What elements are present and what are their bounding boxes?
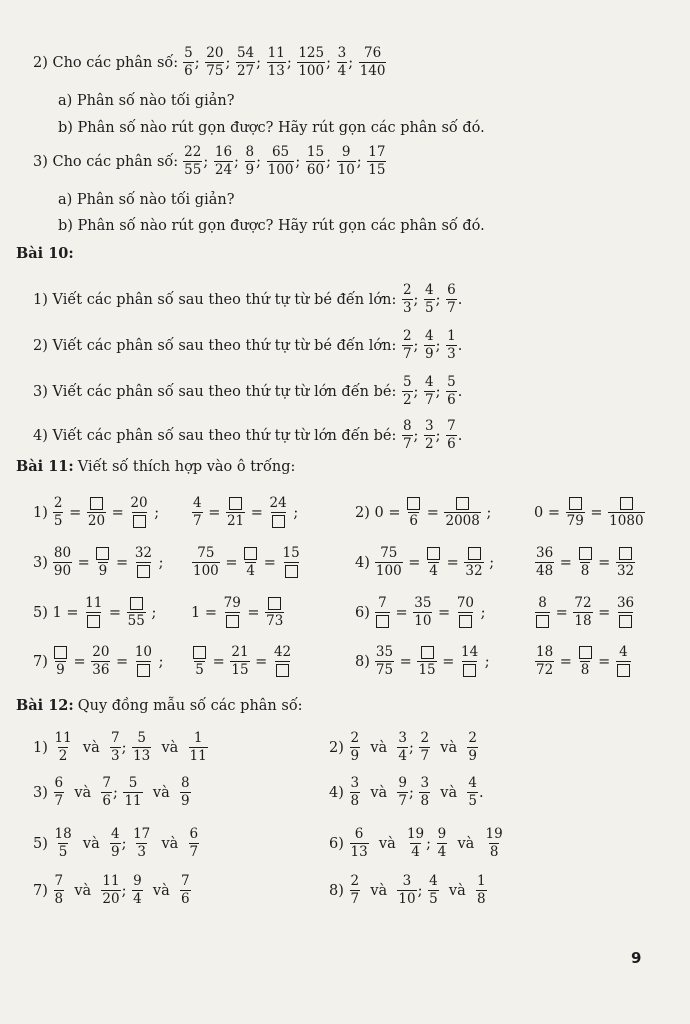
ex9-item2-label: 2) Cho các phân số: xyxy=(33,54,179,71)
ex11-item2: 2) 0 = 6 = 2008 ; xyxy=(355,496,491,529)
fraction: 1080 xyxy=(608,496,644,529)
ex10-item xyxy=(33,375,462,408)
fraction: 5 11 xyxy=(124,775,142,809)
fraction: 4 xyxy=(426,546,441,579)
fraction: 16 24 xyxy=(214,144,233,178)
fraction: 15 60 xyxy=(306,144,325,178)
ex12-title: Bài 12: xyxy=(16,697,74,714)
fraction: 80 90 xyxy=(53,545,72,579)
ex12-item4: 4) 3 8 và 9 7 ; 3 8 và 4 5 . xyxy=(329,775,484,809)
fraction: 5 2 xyxy=(402,374,412,408)
fraction: 70 xyxy=(456,596,475,629)
ex11-item5: 5) 1 = 11 = 55 ; xyxy=(33,595,157,629)
blank-box[interactable] xyxy=(272,515,285,528)
fraction: 4 5 xyxy=(468,775,477,809)
ex11-item2b: 0 = 79 = 1080 xyxy=(534,496,646,529)
ex10-item-text: 3) Viết các phân số sau theo thứ tự từ lớn đến bé: xyxy=(33,383,397,400)
fraction: 6 13 xyxy=(350,826,368,860)
fraction: 17 3 xyxy=(133,826,151,860)
ex11-item3: 3) 80 90 = 9 = 32 ; xyxy=(33,545,164,579)
ex11-item8b: 18 72 = 8 = 4 xyxy=(534,645,632,678)
ex12-item1: 1) 11 2 và 7 3 ; 5 13 và 1 11 xyxy=(33,730,207,764)
blank-box[interactable] xyxy=(137,664,150,677)
blank-box[interactable] xyxy=(133,515,146,528)
fraction: 36 48 xyxy=(536,545,554,579)
fraction: 24 xyxy=(269,496,288,529)
fraction: 2 7 xyxy=(420,730,430,764)
fraction: 54 27 xyxy=(236,45,255,79)
blank-box[interactable] xyxy=(617,664,630,677)
ex9-item3-label: 3) Cho các phân số: xyxy=(33,153,179,170)
blank-box[interactable] xyxy=(90,497,103,510)
ex12-item5: 5) 18 5 và 4 9 ; 17 3 và 6 7 xyxy=(33,826,199,860)
fraction: 2 5 xyxy=(53,495,63,529)
item-number: 3) xyxy=(33,554,48,571)
fraction: 2 9 xyxy=(468,730,477,764)
ex12-instruction: Quy đồng mẫu số các phân số: xyxy=(77,697,303,714)
fraction: 18 72 xyxy=(536,644,554,678)
blank-box[interactable] xyxy=(285,565,298,578)
fraction: 3 10 xyxy=(398,873,416,907)
item-number: 2) xyxy=(355,504,370,521)
fraction: 4 xyxy=(616,645,631,678)
fraction: 5 6 xyxy=(447,374,456,408)
ex11-item6: 6) 7 = 35 10 = 70 ; xyxy=(355,595,486,629)
ex10-item-text: 4) Viết các phân số sau theo thứ tự từ lớn đến bé: xyxy=(33,427,397,444)
fraction: 9 4 xyxy=(133,873,142,907)
fraction: 32 xyxy=(464,546,483,579)
fraction: 32 xyxy=(616,546,635,579)
blank-box[interactable] xyxy=(619,547,632,560)
blank-box[interactable] xyxy=(268,597,281,610)
fraction: 36 xyxy=(616,596,635,629)
fraction: 2008 xyxy=(444,496,480,529)
blank-box[interactable] xyxy=(137,565,150,578)
blank-box[interactable] xyxy=(54,646,67,659)
blank-box[interactable] xyxy=(193,646,206,659)
ex11-item6b: 8 = 72 18 = 36 xyxy=(534,596,636,629)
fraction: 3 4 xyxy=(398,730,407,764)
fraction: 35 10 xyxy=(414,595,432,629)
fraction: 4 xyxy=(243,546,258,579)
blank-box[interactable] xyxy=(468,547,481,560)
fraction: 65 100 xyxy=(267,144,294,178)
blank-box[interactable] xyxy=(229,497,242,510)
fraction: 7 6 xyxy=(102,775,111,809)
blank-box[interactable] xyxy=(579,646,592,659)
blank-box[interactable] xyxy=(87,615,100,628)
blank-box[interactable] xyxy=(96,547,109,560)
ex9-item3-fractions: 22 55 ; 16 24 ; 8 9 ; 65 100 ; 15 60 ; 9 10 ; 17 15 xyxy=(184,144,386,178)
item-number: 7) xyxy=(33,653,48,670)
fraction: 79 xyxy=(223,596,242,629)
fraction: 3 8 xyxy=(350,775,360,809)
ex11-heading xyxy=(16,458,295,475)
ex12-item3: 3) 6 7 và 7 6 ; 5 11 và 8 9 xyxy=(33,775,190,809)
ex10-item-text: 1) Viết các phân số sau theo thứ tự từ bé đến lớn: xyxy=(33,291,397,308)
ex11-item1b: 4 7 = 21 = 24 ; xyxy=(193,495,299,529)
fraction: 7 6 xyxy=(447,418,456,452)
fraction: 73 xyxy=(265,596,284,629)
blank-box[interactable] xyxy=(376,615,389,628)
fraction: 17 15 xyxy=(368,144,386,178)
page-number: 9 xyxy=(631,949,642,967)
fraction: 7 6 xyxy=(180,873,190,907)
ex11-title: Bài 11: xyxy=(16,458,74,475)
fraction: 3 2 xyxy=(425,418,434,452)
fraction: 6 7 xyxy=(189,826,199,860)
fraction: 11 20 xyxy=(102,873,120,907)
ex9-item2 xyxy=(33,46,387,79)
blank-box[interactable] xyxy=(130,597,143,610)
blank-box[interactable] xyxy=(459,615,472,628)
item-number: 8) xyxy=(355,653,370,670)
blank-box[interactable] xyxy=(536,615,549,628)
ex10-title: Bài 10: xyxy=(16,245,74,262)
fraction: 42 xyxy=(273,645,292,678)
blank-box[interactable] xyxy=(276,664,289,677)
fraction: 10 xyxy=(134,645,153,678)
fraction: 76 140 xyxy=(359,45,386,79)
fraction: 8 7 xyxy=(402,418,412,452)
blank-box[interactable] xyxy=(569,497,582,510)
ex9-item3 xyxy=(33,145,387,178)
ex11-item7b: 5 = 21 15 = 42 xyxy=(191,645,293,678)
blank-box[interactable] xyxy=(421,646,434,659)
ex12-item2: 2) 2 9 và 3 4 ; 2 7 và 2 9 xyxy=(329,730,477,764)
fraction: 8 xyxy=(578,645,593,678)
fraction: 11 xyxy=(84,596,103,629)
ex12-item6: 6) 6 13 và 19 4 ; 9 4 và 19 8 xyxy=(329,826,503,860)
fraction: 7 xyxy=(375,596,390,629)
ex11-item4b: 36 48 = 8 = 32 xyxy=(536,545,635,579)
fraction: 20 xyxy=(87,496,106,529)
fraction: 3 4 xyxy=(337,45,347,79)
blank-box[interactable] xyxy=(456,497,469,510)
fraction: 14 xyxy=(460,645,479,678)
blank-box[interactable] xyxy=(244,547,257,560)
fraction: 4 5 xyxy=(425,282,434,316)
ex9-item3-a: a) Phân số nào tối giản? xyxy=(58,192,235,208)
blank-box[interactable] xyxy=(619,615,632,628)
fraction: 15 xyxy=(282,546,301,579)
fraction: 5 13 xyxy=(133,730,151,764)
fraction: 1 3 xyxy=(447,328,456,362)
fraction: 75 100 xyxy=(375,545,402,579)
ex11-item8: 8) 35 75 = 15 = 14 ; xyxy=(355,644,490,678)
fraction: 20 75 xyxy=(206,45,224,79)
fraction: 9 xyxy=(53,645,68,678)
fraction: 20 36 xyxy=(92,644,110,678)
fraction: 4 7 xyxy=(425,374,434,408)
ex9-item2-a: a) Phân số nào tối giản? xyxy=(58,93,235,109)
blank-box[interactable] xyxy=(579,547,592,560)
fraction: 35 75 xyxy=(375,644,394,678)
fraction: 6 xyxy=(406,496,421,529)
fraction: 4 7 xyxy=(193,495,202,529)
fraction: 21 xyxy=(226,496,245,529)
fraction: 15 xyxy=(417,645,436,678)
fraction: 2 7 xyxy=(350,873,360,907)
fraction: 72 18 xyxy=(574,595,592,629)
ex11-item7: 7) 9 = 20 36 = 10 ; xyxy=(33,644,164,678)
fraction: 19 8 xyxy=(485,826,503,860)
fraction: 5 6 xyxy=(184,45,193,79)
fraction: 21 15 xyxy=(231,644,249,678)
ex12-item7: 7) 7 8 và 11 20 ; 9 4 và 7 6 xyxy=(33,873,190,907)
fraction: 9 10 xyxy=(337,144,355,178)
fraction: 8 xyxy=(578,546,593,579)
fraction: 8 xyxy=(535,596,550,629)
fraction: 19 4 xyxy=(406,826,425,860)
ex9-item2-b: b) Phân số nào rút gọn được? Hãy rút gọn các phân số đó. xyxy=(58,120,485,136)
fraction: 18 5 xyxy=(54,826,72,860)
fraction: 6 7 xyxy=(447,282,456,316)
ex10-item-text: 2) Viết các phân số sau theo thứ tự từ bé đến lớn: xyxy=(33,337,397,354)
blank-box[interactable] xyxy=(226,615,239,628)
fraction: 6 7 xyxy=(54,775,64,809)
fraction: 2 3 xyxy=(402,282,412,316)
ex10-item xyxy=(33,329,462,362)
blank-box[interactable] xyxy=(407,497,420,510)
blank-box[interactable] xyxy=(427,547,440,560)
fraction: 1 11 xyxy=(189,730,207,764)
item-number: 1) xyxy=(33,504,48,521)
fraction: 79 xyxy=(566,496,585,529)
fraction: 4 9 xyxy=(110,826,120,860)
ex11-instruction: Viết số thích hợp vào ô trống: xyxy=(77,458,296,475)
ex10-item xyxy=(33,419,462,452)
ex12-item8: 8) 2 7 và 3 10 ; 4 5 và 1 8 xyxy=(329,873,486,907)
ex11-item5b: 1 = 79 = 73 xyxy=(191,595,284,629)
blank-box[interactable] xyxy=(463,664,476,677)
item-number: 6) xyxy=(355,604,370,621)
fraction: 4 9 xyxy=(425,328,434,362)
ex10-item-fractions: 2 7 ; 4 9 ; 1 3 . xyxy=(402,328,463,362)
fraction: 8 9 xyxy=(180,775,190,809)
fraction: 9 4 xyxy=(437,826,447,860)
fraction: 7 3 xyxy=(110,730,120,764)
ex9-item2-fractions: 5 6 ; 20 75 ; 54 27 ; 11 13 ; 125 100 ; 3 4 ; 76 140 xyxy=(184,45,386,79)
ex10-item-fractions: 2 3 ; 4 5 ; 6 7 . xyxy=(402,282,463,316)
fraction: 9 xyxy=(95,546,110,579)
fraction: 125 100 xyxy=(298,45,325,79)
fraction: 55 xyxy=(127,596,146,629)
ex10-item-fractions: 5 2 ; 4 7 ; 5 6 . xyxy=(402,374,463,408)
item-number: 4) xyxy=(355,554,370,571)
ex11-item1: 1) 2 5 = 20 = 20 ; xyxy=(33,495,160,529)
fraction: 5 xyxy=(192,645,207,678)
ex11-item3b: 75 100 = 4 = 15 xyxy=(193,545,300,579)
fraction: 8 9 xyxy=(245,144,255,178)
fraction: 11 13 xyxy=(267,45,285,79)
fraction: 3 8 xyxy=(420,775,430,809)
fraction: 7 8 xyxy=(54,873,64,907)
ex12-heading xyxy=(16,697,303,714)
fraction: 32 xyxy=(134,546,153,579)
ex9-item3-b: b) Phân số nào rút gọn được? Hãy rút gọn các phân số đó. xyxy=(58,218,485,234)
blank-box[interactable] xyxy=(620,497,633,510)
fraction: 22 55 xyxy=(184,144,202,178)
fraction: 2 9 xyxy=(350,730,360,764)
fraction: 9 7 xyxy=(398,775,407,809)
fraction: 1 8 xyxy=(476,873,486,907)
ex10-item xyxy=(33,283,462,316)
ex10-item-fractions: 8 7 ; 3 2 ; 7 6 . xyxy=(402,418,463,452)
fraction: 2 7 xyxy=(402,328,412,362)
fraction: 4 5 xyxy=(429,873,438,907)
fraction: 75 100 xyxy=(193,545,219,579)
ex11-item4: 4) 75 100 = 4 = 32 ; xyxy=(355,545,495,579)
fraction: 20 xyxy=(129,496,148,529)
item-number: 5) xyxy=(33,604,48,621)
fraction: 11 2 xyxy=(54,730,72,764)
